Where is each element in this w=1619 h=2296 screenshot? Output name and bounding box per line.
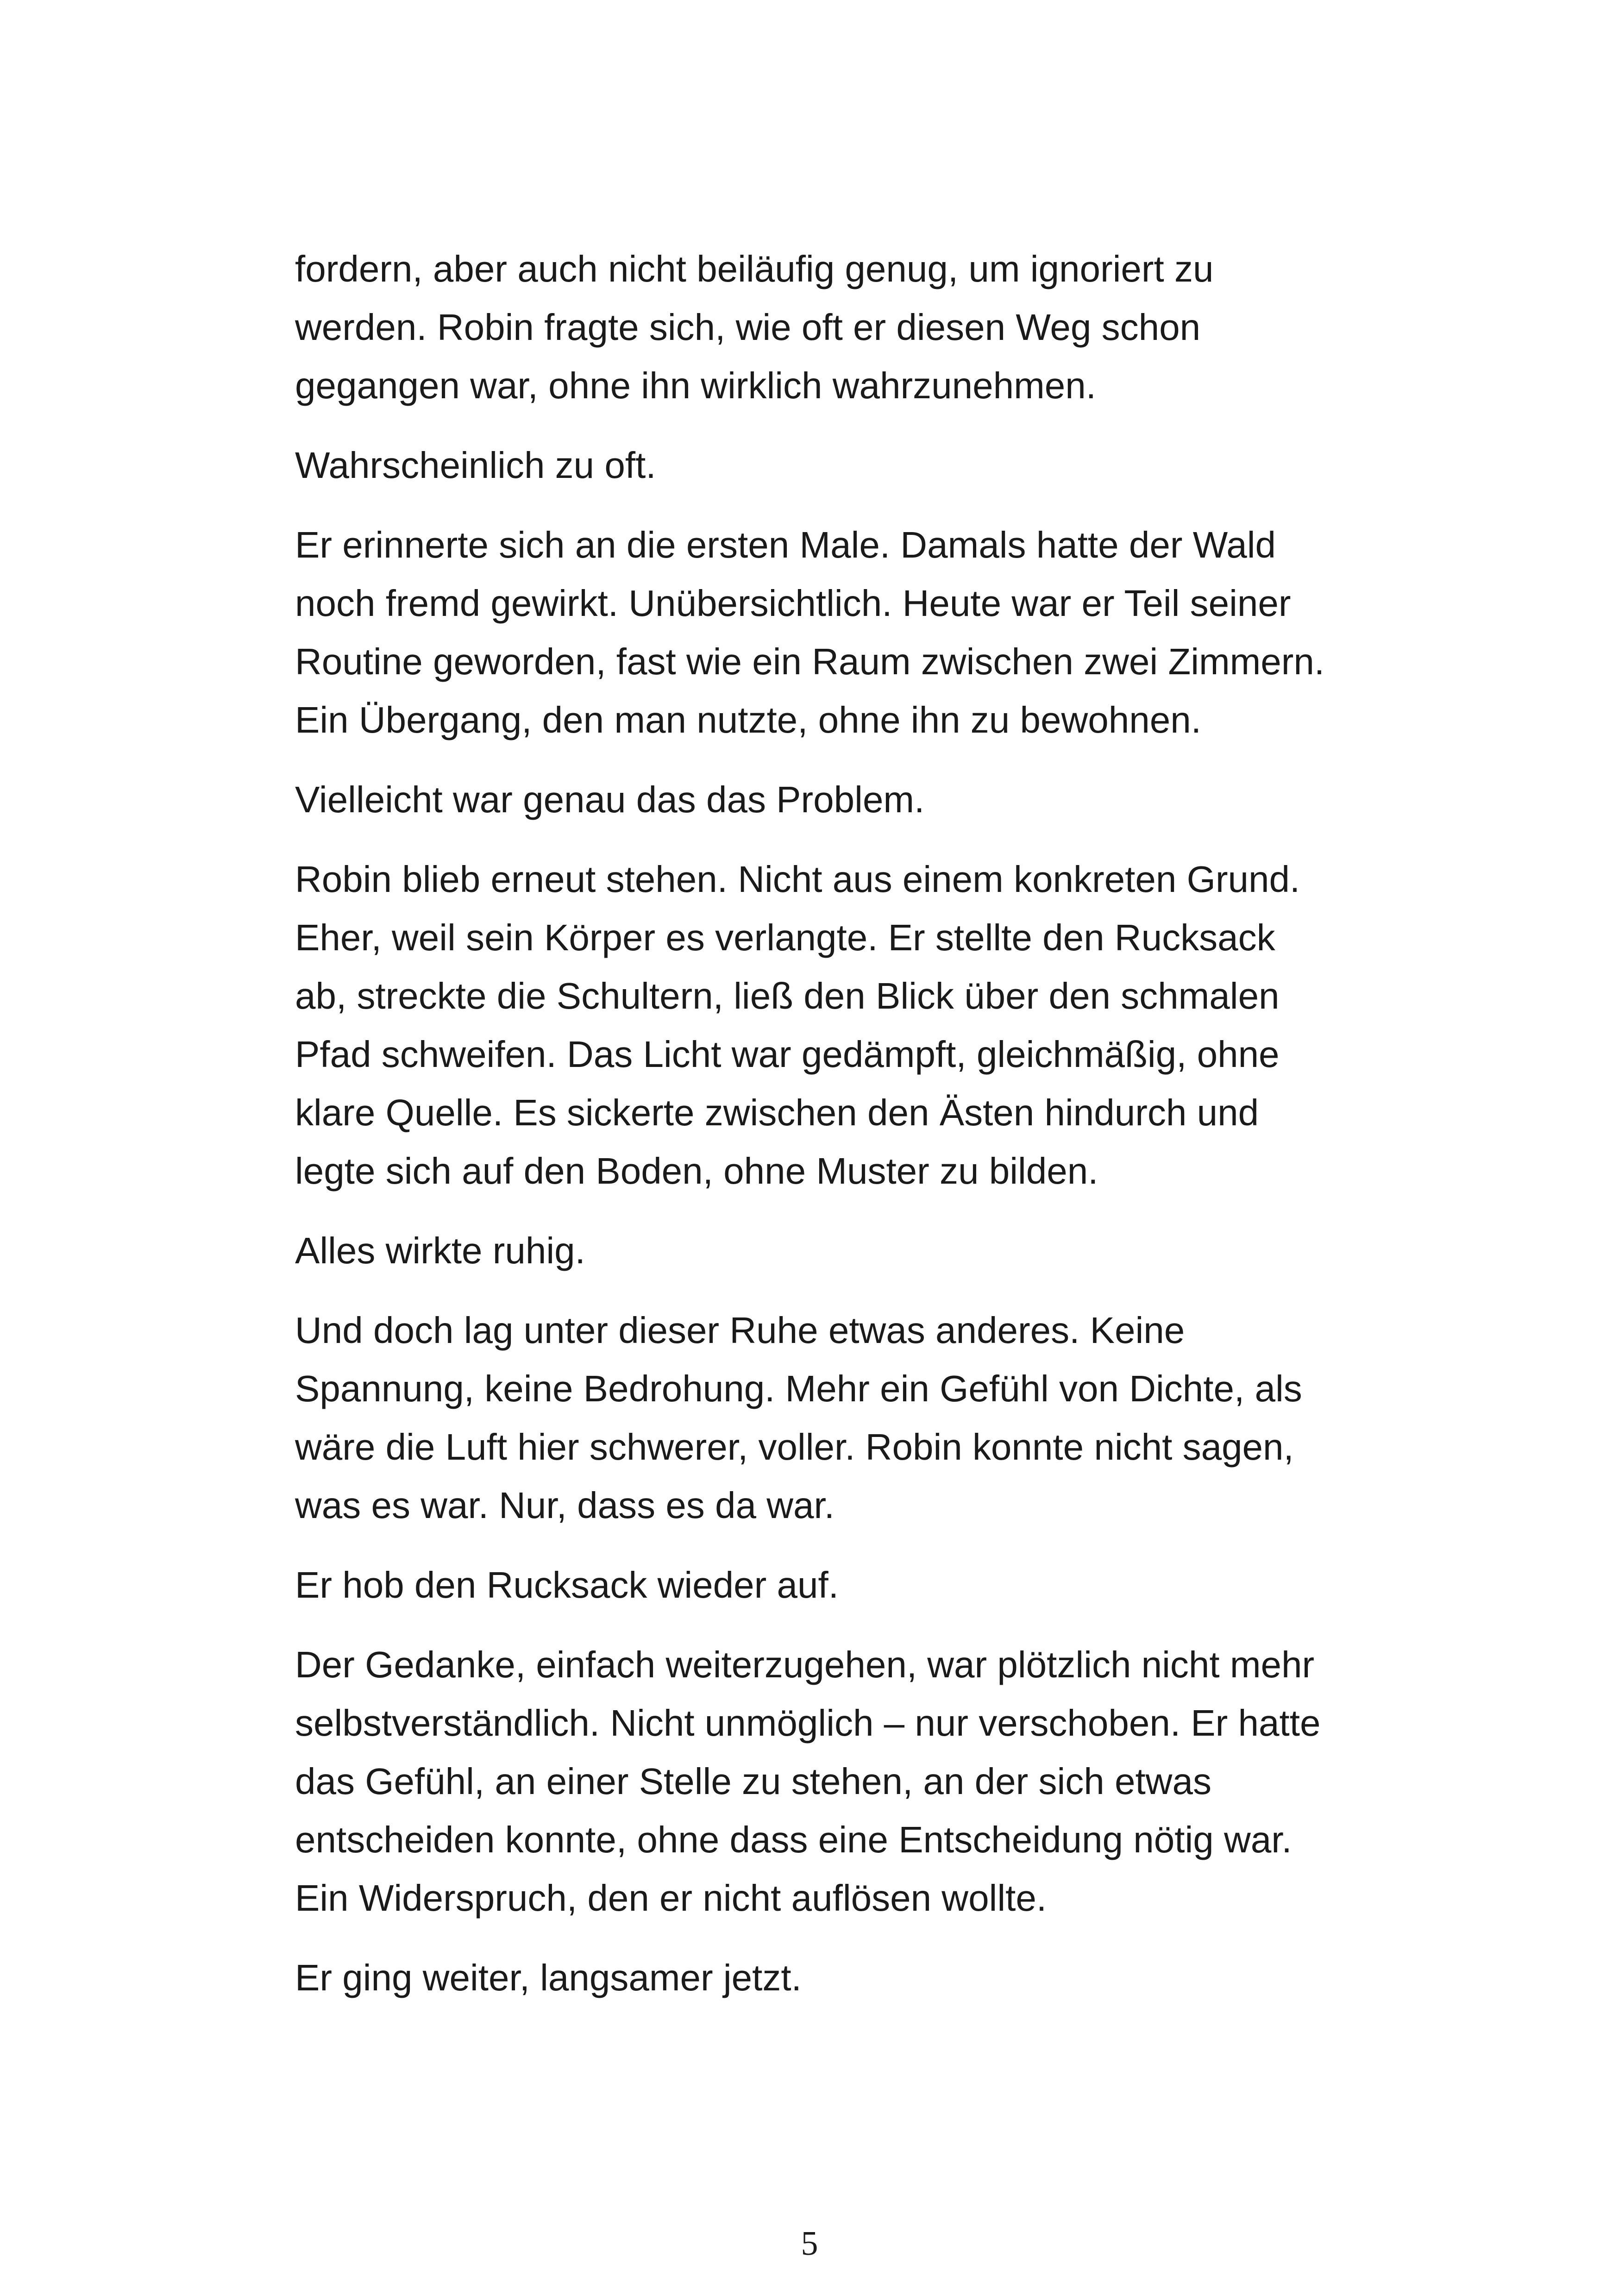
text-line: Pfad schweifen. Das Licht war gedämpft, gleichmäßig, ohne	[295, 1034, 1280, 1075]
text-line: Er erinnerte sich an die ersten Male. Damals hatte der Wald	[295, 524, 1276, 565]
text-line: selbstverständlich. Nicht unmöglich – nur verschoben. Er hatte	[295, 1702, 1321, 1744]
paragraph	[295, 771, 1481, 829]
text-line: Ein Übergang, den man nutzte, ohne ihn zu bewohnen.	[295, 699, 1201, 740]
text-line: noch fremd gewirkt. Unübersichtlich. Heute war er Teil seiner	[295, 583, 1291, 624]
text-line: Er hob den Rucksack wieder auf.	[295, 1564, 839, 1606]
text-line: fordern, aber auch nicht beiläufig genug, um ignoriert zu	[295, 248, 1214, 289]
text-line: ab, streckte die Schultern, ließ den Blick über den schmalen	[295, 975, 1280, 1016]
paragraph	[295, 1556, 1481, 1614]
text-line: gegangen war, ohne ihn wirklich wahrzunehmen.	[295, 365, 1096, 406]
text-line: Er ging weiter, langsamer jetzt.	[295, 1957, 802, 1998]
body-text	[295, 240, 1481, 2028]
text-line: legte sich auf den Boden, ohne Muster zu bilden.	[295, 1150, 1098, 1192]
paragraph	[295, 516, 1481, 749]
text-line: Wahrscheinlich zu oft.	[295, 445, 656, 486]
text-line: Und doch lag unter dieser Ruhe etwas anderes. Keine	[295, 1310, 1185, 1351]
text-line: Ein Widerspruch, den er nicht auflösen wollte.	[295, 1877, 1047, 1919]
paragraph	[295, 436, 1481, 495]
text-line: Eher, weil sein Körper es verlangte. Er stellte den Rucksack	[295, 917, 1275, 958]
text-line: Routine geworden, fast wie ein Raum zwischen zwei Zimmern.	[295, 641, 1325, 682]
text-line: Robin blieb erneut stehen. Nicht aus einem konkreten Grund.	[295, 859, 1300, 900]
paragraph	[295, 1636, 1481, 1927]
text-line: Alles wirkte ruhig.	[295, 1230, 585, 1271]
paragraph	[295, 240, 1481, 415]
text-line: Vielleicht war genau das das Problem.	[295, 779, 925, 820]
text-line: was es war. Nur, dass es da war.	[295, 1485, 835, 1526]
text-line: Der Gedanke, einfach weiterzugehen, war plötzlich nicht mehr	[295, 1644, 1315, 1685]
page-number: 5	[801, 2225, 818, 2263]
paragraph	[295, 850, 1481, 1200]
paragraph	[295, 1301, 1481, 1535]
text-line: entscheiden konnte, ohne dass eine Entscheidung nötig war.	[295, 1819, 1292, 1860]
text-line: wäre die Luft hier schwerer, voller. Robin konnte nicht sagen,	[295, 1426, 1294, 1468]
text-line: Spannung, keine Bedrohung. Mehr ein Gefühl von Dichte, als	[295, 1368, 1302, 1409]
paragraph	[295, 1949, 1481, 2007]
paragraph	[295, 1222, 1481, 1280]
text-line: klare Quelle. Es sickerte zwischen den Ästen hindurch und	[295, 1092, 1259, 1133]
text-line: das Gefühl, an einer Stelle zu stehen, an der sich etwas	[295, 1761, 1211, 1802]
text-line: werden. Robin fragte sich, wie oft er diesen Weg schon	[295, 307, 1201, 348]
